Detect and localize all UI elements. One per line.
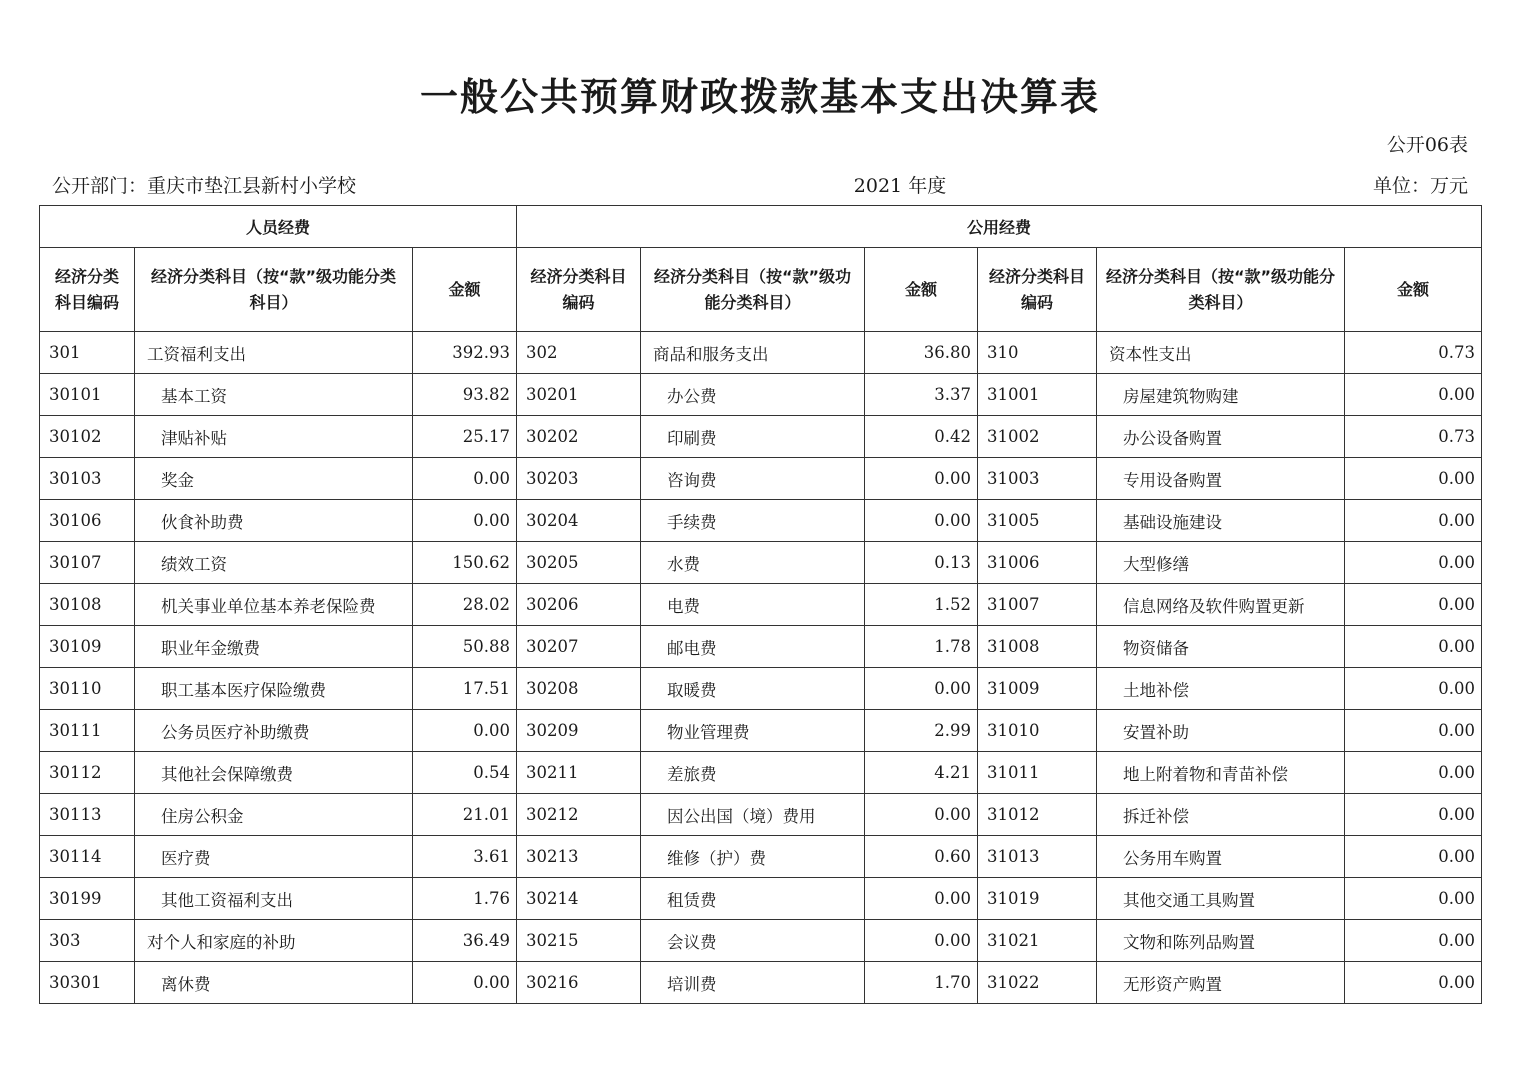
cell-name: 物业管理费	[641, 710, 865, 752]
table-row	[40, 374, 1482, 416]
cell-amount: 0.00	[1345, 500, 1482, 542]
table-row	[40, 542, 1482, 584]
col-header-name: 经济分类科目（按“款”级功能分类科目）	[135, 248, 413, 332]
cell-code: 30102	[40, 416, 135, 458]
cell-name: 办公费	[641, 374, 865, 416]
cell-code: 30206	[517, 584, 641, 626]
cell-amount: 0.00	[865, 794, 978, 836]
cell-code: 30216	[517, 962, 641, 1004]
cell-code: 30205	[517, 542, 641, 584]
cell-name: 大型修缮	[1097, 542, 1345, 584]
cell-amount: 0.73	[1345, 332, 1482, 374]
col-header-amount: 金额	[1345, 248, 1482, 332]
cell-name: 物资储备	[1097, 626, 1345, 668]
cell-amount: 93.82	[413, 374, 517, 416]
cell-name: 基础设施建设	[1097, 500, 1345, 542]
cell-name: 工资福利支出	[135, 332, 413, 374]
cell-name: 资本性支出	[1097, 332, 1345, 374]
cell-amount: 17.51	[413, 668, 517, 710]
cell-name: 房屋建筑物购建	[1097, 374, 1345, 416]
cell-name: 职工基本医疗保险缴费	[135, 668, 413, 710]
cell-code: 303	[40, 920, 135, 962]
table-row	[40, 416, 1482, 458]
cell-code: 30112	[40, 752, 135, 794]
cell-name: 维修（护）费	[641, 836, 865, 878]
table-row	[40, 752, 1482, 794]
cell-name: 办公设备购置	[1097, 416, 1345, 458]
cell-name: 培训费	[641, 962, 865, 1004]
cell-code: 30215	[517, 920, 641, 962]
cell-code: 31002	[978, 416, 1097, 458]
cell-name: 拆迁补偿	[1097, 794, 1345, 836]
col-header-code: 经济分类科目编码	[978, 248, 1097, 332]
cell-code: 30111	[40, 710, 135, 752]
cell-amount: 0.00	[413, 710, 517, 752]
cell-name: 安置补助	[1097, 710, 1345, 752]
cell-code: 30101	[40, 374, 135, 416]
table-row	[40, 584, 1482, 626]
cell-name: 津贴补贴	[135, 416, 413, 458]
cell-amount: 4.21	[865, 752, 978, 794]
unit-label: 单位：万元	[1372, 175, 1468, 197]
cell-name: 会议费	[641, 920, 865, 962]
table-row	[40, 878, 1482, 920]
cell-name: 基本工资	[135, 374, 413, 416]
cell-amount: 0.00	[1345, 752, 1482, 794]
cell-amount: 0.42	[865, 416, 978, 458]
cell-name: 其他工资福利支出	[135, 878, 413, 920]
cell-code: 30203	[517, 458, 641, 500]
cell-amount: 2.99	[865, 710, 978, 752]
cell-code: 30204	[517, 500, 641, 542]
cell-code: 30107	[40, 542, 135, 584]
cell-amount: 0.00	[1345, 374, 1482, 416]
cell-code: 31008	[978, 626, 1097, 668]
cell-code: 31010	[978, 710, 1097, 752]
cell-code: 31021	[978, 920, 1097, 962]
table-row	[40, 332, 1482, 374]
cell-name: 土地补偿	[1097, 668, 1345, 710]
cell-name: 因公出国（境）费用	[641, 794, 865, 836]
cell-amount: 0.00	[1345, 458, 1482, 500]
cell-amount: 0.00	[1345, 626, 1482, 668]
cell-amount: 28.02	[413, 584, 517, 626]
cell-amount: 0.00	[1345, 542, 1482, 584]
cell-amount: 0.00	[1345, 710, 1482, 752]
cell-code: 31012	[978, 794, 1097, 836]
cell-amount: 3.61	[413, 836, 517, 878]
cell-amount: 1.78	[865, 626, 978, 668]
cell-name: 离休费	[135, 962, 413, 1004]
cell-code: 30211	[517, 752, 641, 794]
cell-code: 30109	[40, 626, 135, 668]
cell-name: 专用设备购置	[1097, 458, 1345, 500]
cell-name: 地上附着物和青苗补偿	[1097, 752, 1345, 794]
cell-code: 31001	[978, 374, 1097, 416]
cell-code: 30108	[40, 584, 135, 626]
cell-name: 差旅费	[641, 752, 865, 794]
table-body	[40, 332, 1482, 1004]
cell-amount: 0.00	[1345, 920, 1482, 962]
expenditure-table	[39, 205, 1482, 1004]
cell-name: 电费	[641, 584, 865, 626]
cell-name: 信息网络及软件购置更新	[1097, 584, 1345, 626]
table-row	[40, 836, 1482, 878]
cell-amount: 0.00	[413, 962, 517, 1004]
cell-amount: 0.00	[865, 458, 978, 500]
cell-amount: 25.17	[413, 416, 517, 458]
cell-amount: 36.80	[865, 332, 978, 374]
table-row	[40, 920, 1482, 962]
cell-amount: 0.00	[1345, 668, 1482, 710]
cell-amount: 0.00	[1345, 836, 1482, 878]
cell-amount: 0.54	[413, 752, 517, 794]
cell-amount: 0.00	[413, 458, 517, 500]
cell-code: 302	[517, 332, 641, 374]
cell-amount: 392.93	[413, 332, 517, 374]
cell-name: 商品和服务支出	[641, 332, 865, 374]
cell-code: 30113	[40, 794, 135, 836]
cell-code: 31013	[978, 836, 1097, 878]
cell-amount: 1.76	[413, 878, 517, 920]
cell-name: 水费	[641, 542, 865, 584]
cell-name: 机关事业单位基本养老保险费	[135, 584, 413, 626]
table-row	[40, 962, 1482, 1004]
cell-code: 310	[978, 332, 1097, 374]
col-header-amount: 金额	[865, 248, 978, 332]
cell-amount: 150.62	[413, 542, 517, 584]
table-number: 公开06表	[1386, 134, 1468, 156]
cell-amount: 36.49	[413, 920, 517, 962]
cell-name: 医疗费	[135, 836, 413, 878]
cell-code: 30201	[517, 374, 641, 416]
cell-amount: 0.00	[1345, 794, 1482, 836]
cell-amount: 0.00	[1345, 878, 1482, 920]
cell-code: 31011	[978, 752, 1097, 794]
cell-code: 30208	[517, 668, 641, 710]
col-header-amount: 金额	[413, 248, 517, 332]
cell-amount: 0.00	[865, 500, 978, 542]
cell-amount: 0.60	[865, 836, 978, 878]
cell-code: 30213	[517, 836, 641, 878]
cell-amount: 0.00	[865, 878, 978, 920]
cell-name: 手续费	[641, 500, 865, 542]
table-row	[40, 458, 1482, 500]
cell-code: 31019	[978, 878, 1097, 920]
cell-code: 31005	[978, 500, 1097, 542]
cell-code: 31003	[978, 458, 1097, 500]
department-label: 公开部门：重庆市垫江县新村小学校	[52, 175, 357, 197]
cell-name: 其他社会保障缴费	[135, 752, 413, 794]
table-row	[40, 668, 1482, 710]
cell-amount: 0.00	[1345, 584, 1482, 626]
col-header-code: 经济分类科目编码	[40, 248, 135, 332]
cell-name: 绩效工资	[135, 542, 413, 584]
cell-amount: 0.00	[413, 500, 517, 542]
cell-code: 30301	[40, 962, 135, 1004]
cell-code: 31007	[978, 584, 1097, 626]
col-header-code: 经济分类科目编码	[517, 248, 641, 332]
cell-name: 公务用车购置	[1097, 836, 1345, 878]
cell-code: 301	[40, 332, 135, 374]
cell-code: 31022	[978, 962, 1097, 1004]
cell-code: 30207	[517, 626, 641, 668]
cell-name: 文物和陈列品购置	[1097, 920, 1345, 962]
cell-amount: 0.00	[865, 920, 978, 962]
cell-name: 伙食补助费	[135, 500, 413, 542]
cell-name: 公务员医疗补助缴费	[135, 710, 413, 752]
cell-code: 30114	[40, 836, 135, 878]
cell-code: 30106	[40, 500, 135, 542]
cell-amount: 1.52	[865, 584, 978, 626]
cell-name: 无形资产购置	[1097, 962, 1345, 1004]
cell-code: 30212	[517, 794, 641, 836]
cell-name: 职业年金缴费	[135, 626, 413, 668]
cell-name: 邮电费	[641, 626, 865, 668]
col-header-name: 经济分类科目（按“款”级功能分类科目）	[641, 248, 865, 332]
cell-code: 30199	[40, 878, 135, 920]
cell-amount: 0.73	[1345, 416, 1482, 458]
cell-amount: 50.88	[413, 626, 517, 668]
table-row	[40, 794, 1482, 836]
cell-amount: 0.00	[1345, 962, 1482, 1004]
cell-name: 租赁费	[641, 878, 865, 920]
col-header-name: 经济分类科目（按“款”级功能分类科目）	[1097, 248, 1345, 332]
cell-name: 住房公积金	[135, 794, 413, 836]
cell-name: 奖金	[135, 458, 413, 500]
table-row	[40, 626, 1482, 668]
cell-name: 咨询费	[641, 458, 865, 500]
group-personnel: 人员经费	[40, 206, 517, 248]
group-public: 公用经费	[517, 206, 1482, 248]
cell-code: 30202	[517, 416, 641, 458]
fiscal-year: 2021 年度	[853, 175, 947, 197]
cell-amount: 0.00	[865, 668, 978, 710]
page-title: 一般公共预算财政拨款基本支出决算表	[419, 75, 1100, 119]
cell-name: 印刷费	[641, 416, 865, 458]
cell-code: 30214	[517, 878, 641, 920]
cell-amount: 1.70	[865, 962, 978, 1004]
cell-amount: 3.37	[865, 374, 978, 416]
table-row	[40, 710, 1482, 752]
cell-name: 其他交通工具购置	[1097, 878, 1345, 920]
cell-name: 取暖费	[641, 668, 865, 710]
cell-code: 30209	[517, 710, 641, 752]
cell-amount: 21.01	[413, 794, 517, 836]
cell-name: 对个人和家庭的补助	[135, 920, 413, 962]
cell-code: 31006	[978, 542, 1097, 584]
cell-code: 31009	[978, 668, 1097, 710]
cell-amount: 0.13	[865, 542, 978, 584]
table-row	[40, 500, 1482, 542]
cell-code: 30110	[40, 668, 135, 710]
cell-code: 30103	[40, 458, 135, 500]
